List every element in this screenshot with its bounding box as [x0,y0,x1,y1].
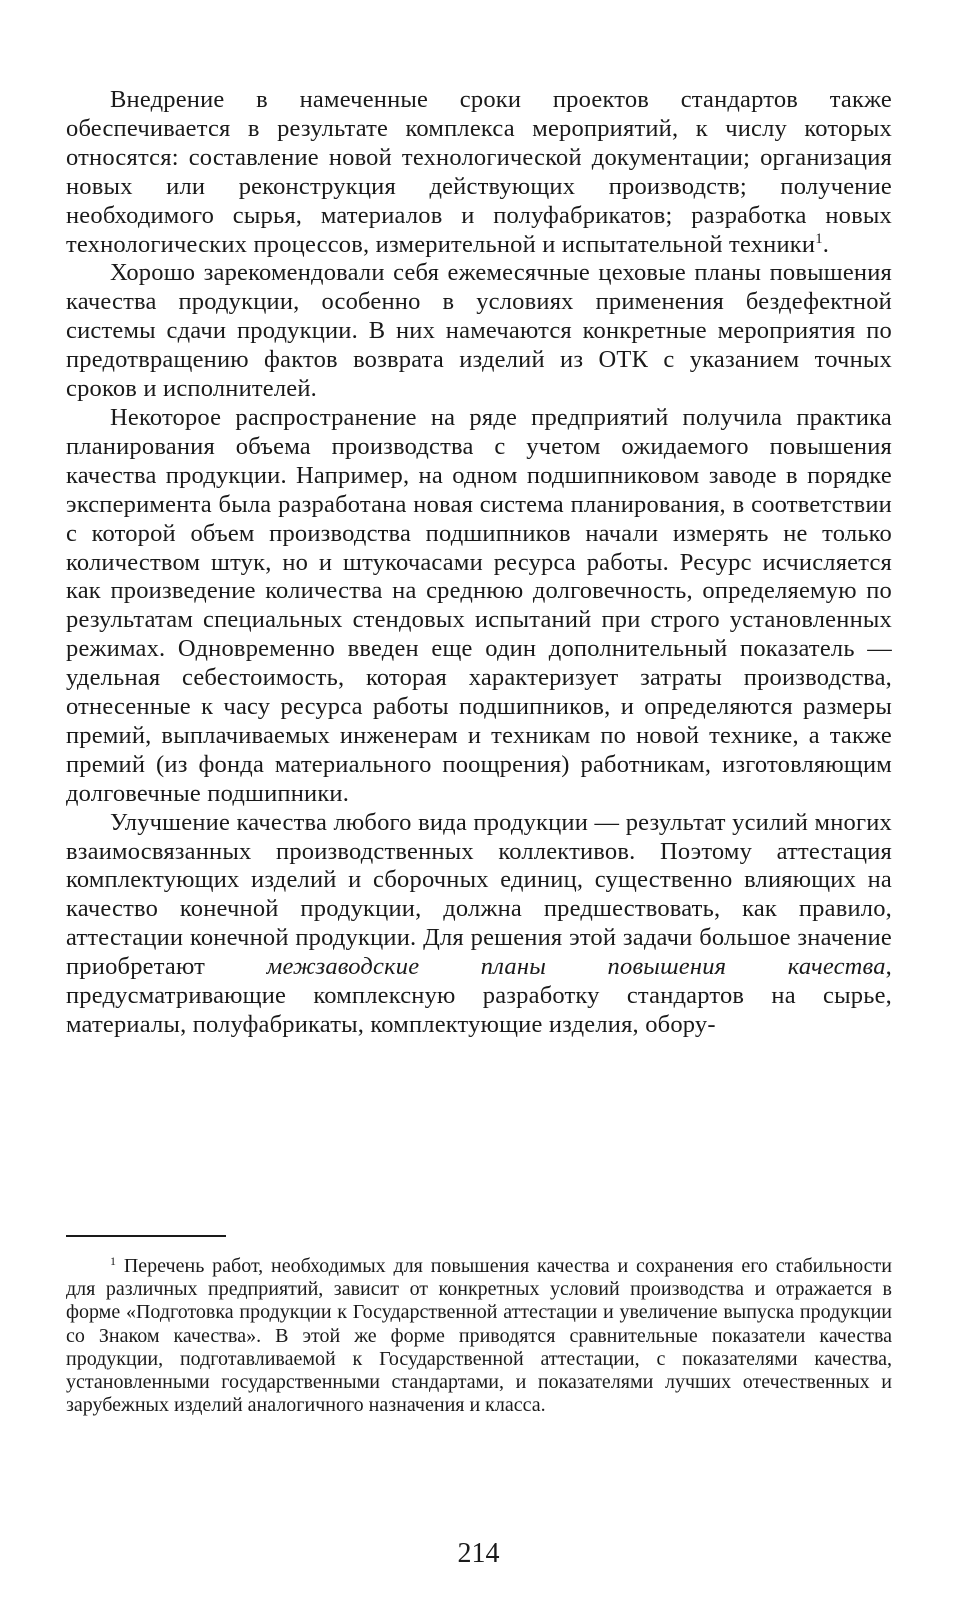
paragraph-2: Хорошо зарекомендовали себя ежемесячные цеховые планы повышения качества продукции, особенно в условиях применения бездефектной системы сдачи продукции. В них намечаются конкретные мероприятия по предотвращению фактов возврата изделий из ОТК с указанием точных сроков и исполнителей. [66,259,892,403]
main-text [66,86,892,1040]
paragraph-4-text-after: , предусматривающие комплексную разработку стандартов на сырье, материалы, полуфабрикаты, комплектующие изделия, обору- [66,953,892,1038]
footnote-text: Перечень работ, необходимых для повышения качества и сохранения его стабильности для различных предприятий, зависит от конкретных условий производства и отражается в форме «Подготовка продукции к Государственной аттестации и увеличение выпуска продукции со Знаком качества». В этой же форме приводятся сравнительные показатели качества продукции, подготавливаемой к Государственной аттестации, с показателями качества, установленными государственными стандартами, и показателями лучших отечественных и зарубежных изделий аналогичного назначения и класса. [66,1255,892,1417]
footnote-reference: 1 [815,230,823,247]
footnote-divider [66,1235,226,1237]
footnote-paragraph [66,1255,892,1417]
paragraph-1 [66,86,892,259]
paragraph-1-tail: . [822,230,830,258]
paragraph-4 [66,809,892,1040]
emphasized-term: межзаводские планы повышения качества [266,953,886,981]
page-number: 214 [457,1538,500,1569]
paragraph-3: Некоторое распространение на ряде предприятий получила практика планирования объема производства с учетом ожидаемого повышения качества продукции. Например, на одном подшипниковом заводе в порядке эксперимента была разработана новая система планирования, в соответствии с которой объем производства подшипников начали измерять не только количеством штук, но и штукочасами ресурса работы. Ресурс исчисляется как произведение количества на среднюю долговечность, определяемую по результатам специальных стендовых испытаний при строго установленных режимах. Одновременно введен еще один дополнительный показатель — удельная себестоимость, которая характеризует затраты производства, отнесенные к часу ресурса работы подшипников, и определяются размеры премий, выплачиваемых инженерам и техникам по новой технике, а также премий (из фонда материального поощрения) работникам, изготовляющим долговечные подшипники. [66,403,892,807]
paragraph-1-text: Внедрение в намеченные сроки проектов стандартов также обеспечивается в результате комплекса мероприятий, к числу которых относятся: составление новой технологической документации; организация новых или реконструкция действующих производств; получение необходимого сырья, материалов и полуфабрикатов; разработка новых технологических процессов, измерительной и испытательной техники [66,86,892,258]
footnote-marker: 1 [110,1253,116,1268]
footnote [66,1255,892,1417]
paragraph-4-text-before: Улучшение качества любого вида продукции — результат усилий многих взаимосвязанных производственных коллективов. Поэтому аттестация комплектующих изделий и сборочных единиц, существенно влияющих на качество конечной продукции, должна предшествовать, как правило, аттестации конечной продукции. Для решения этой задачи большое значение приобретают [66,808,892,981]
